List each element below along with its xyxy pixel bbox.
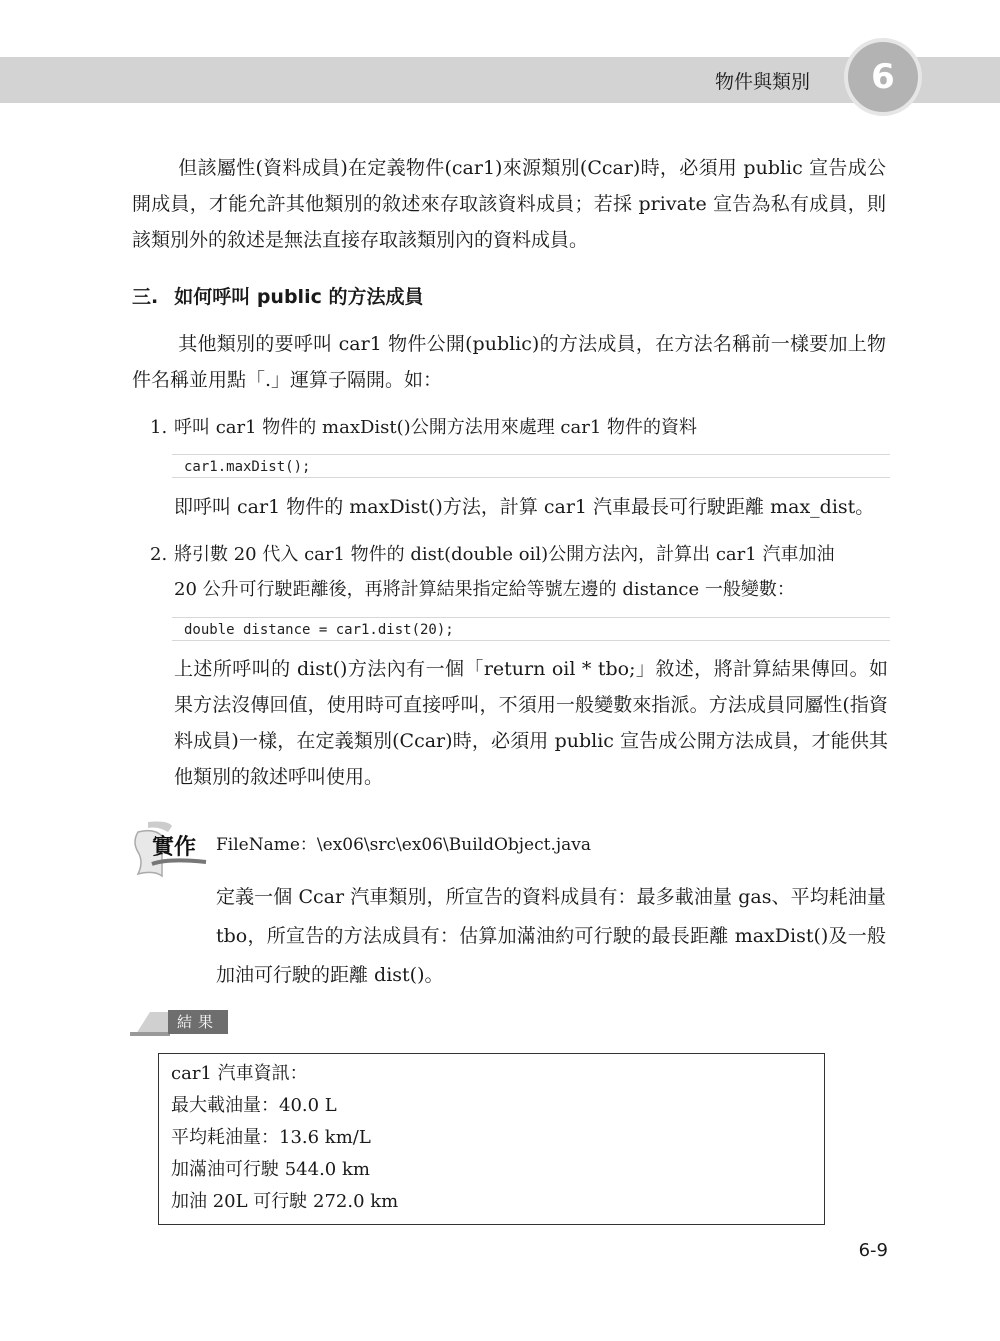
intro-paragraph — [132, 150, 886, 258]
result-line: car1 汽車資訊： — [171, 1063, 308, 1084]
page-number: 6-9 — [858, 1240, 888, 1261]
chapter-title: 物件與類別 — [714, 71, 810, 93]
list-item-text: 將引數 20 代入 car1 物件的 dist(double oil)公開方法內，計算出 car1 汽車加油 — [174, 544, 835, 565]
item-1-explanation: 即呼叫 car1 物件的 maxDist()方法，計算 car1 汽車最長可行駛距離 max_dist。 — [174, 496, 875, 518]
section-number: 三. — [132, 286, 159, 308]
result-label: 結果 — [168, 1010, 228, 1034]
practice-filename: FileName：\ex06\src\ex06\BuildObject.java — [216, 835, 592, 855]
chapter-number-badge: 6 — [844, 38, 922, 116]
section-title: 如何呼叫 public 的方法成員 — [174, 286, 424, 308]
result-line: 加滿油可行駛 544.0 km — [171, 1159, 370, 1180]
practice-label: 實作 — [152, 835, 197, 860]
list-item-1 — [150, 410, 890, 446]
list-item-text: 呼叫 car1 物件的 maxDist()公開方法用來處理 car1 物件的資料 — [174, 417, 697, 438]
section-paragraph-text: 其他類別的要呼叫 car1 物件公開(public)的方法成員，在方法名稱前一樣要加上物件名稱並用點「.」運算子隔開。如： — [132, 333, 886, 391]
section-heading — [132, 282, 423, 309]
result-output-box — [158, 1053, 825, 1225]
result-line: 平均耗油量：13.6 km/L — [171, 1127, 371, 1148]
item-2-explanation: 上述所呼叫的 dist()方法內有一個「return oil * tbo;」敘述，將計算結果傳回。如果方法沒傳回值，使用時可直接呼叫，不須用一般變數來指派。方法成員同屬性(指資料成員)一樣，在定義類別(Ccar)時，必須用 public 宣告成公開方法成員，才能供其他類別的敘述呼叫使用。 — [174, 658, 888, 788]
list-item-2 — [150, 537, 890, 573]
result-line: 加油 20L 可行駛 272.0 km — [171, 1191, 399, 1212]
code-snippet-1: car1.maxDist(); — [172, 454, 890, 478]
practice-description: 定義一個 Ccar 汽車類別，所宣告的資料成員有：最多載油量 gas、平均耗油量 tbo，所宣告的方法成員有：估算加滿油約可行駛的最長距離 maxDist()及一般加油可行駛的距離 dist()。 — [216, 886, 886, 986]
code-snippet-2: double distance = car1.dist(20); — [172, 617, 890, 641]
list-item-number: 1. — [150, 417, 168, 438]
section-paragraph — [132, 326, 886, 398]
result-line: 最大載油量：40.0 L — [171, 1095, 337, 1116]
intro-paragraph-text: 但該屬性(資料成員)在定義物件(car1)來源類別(Ccar)時，必須用 public 宣告成公開成員，才能允許其他類別的敘述來存取該資料成員；若採 private 宣告為私有成員，則該類別外的敘述是無法直接存取該類別內的資料成員。 — [132, 157, 886, 251]
list-item-2-continued: 20 公升可行駛距離後，再將計算結果指定給等號左邊的 distance 一般變數： — [174, 579, 795, 600]
list-item-number: 2. — [150, 544, 168, 565]
